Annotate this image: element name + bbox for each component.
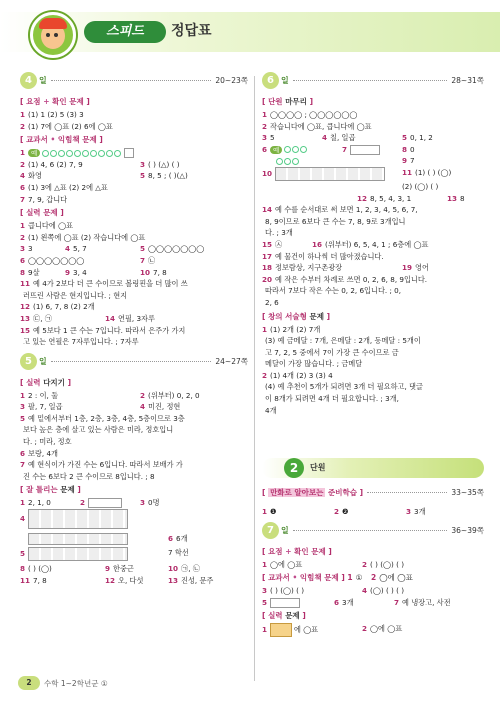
answer-line: 12 8, 5, 4, 3, 1 13 8 [357, 193, 465, 203]
counting-figure [42, 150, 121, 157]
section-heading: [ 요점 + 확인 문제 ] [262, 546, 332, 556]
unit-number: 2 [284, 458, 304, 478]
section-heading: [ 단원 마무리 ] [262, 97, 313, 106]
answer-line: 11 7, 8 12 오, 다섯 13 진성, 문주 [20, 575, 214, 585]
day-pages: 24~27쪽 [215, 356, 248, 366]
answer-line: 1 에 ◯표 2 ◯에 ◯표 [262, 623, 484, 639]
day-pages: 28~31쪽 [451, 76, 484, 85]
matching-figure [350, 145, 380, 155]
answer-line: 15 ㉦ 16 (위부터) 6, 5, 4, 1 ; 6층에 ◯표 [262, 239, 429, 249]
answer-line: 2 (1) 7에 ◯표 (2) 6에 ◯표 [20, 121, 113, 131]
answer-line: 12 (1) 6, 7, 8 (2) 2개 [20, 302, 95, 312]
table-figure [28, 509, 128, 529]
answer-line: 다. ; 미라, 정호 [23, 437, 72, 447]
section-heading: [ 실력 문제 ] [262, 611, 306, 621]
answer-line: 러뜨린 사람은 현지입니다. ; 현지 [23, 290, 128, 300]
answer-line: 6 (1) 3에 △표 (2) 2에 △표 [20, 182, 108, 192]
answer-line: (3) 예 금메달 : 7개, 은메달 : 2개, 동메달 : 5개이 [265, 336, 421, 346]
answer-line: 4 [20, 509, 248, 533]
answer-line: 4 화영 5 8, 5 ; ( )(△) [20, 171, 188, 181]
page-footer [18, 676, 108, 690]
speed-label: 스피드 [84, 21, 166, 43]
section-heading: [ 실력 문제 ] [20, 208, 64, 218]
answer-line: 6 ◯◯◯◯◯◯◯ 7 ㉡ [20, 255, 156, 265]
answer-line: 이 8개가 되려면 4개 더 필요합니다. ; 3개, [265, 394, 399, 404]
answer-line: 1 큽니다에 ◯표 [20, 221, 74, 231]
answer-line: 15 예 5보다 1 큰 수는 7입니다. 따라서 은주가 가지 [20, 325, 186, 335]
answer-line: 8 ( ) (◯) 9 한중근 10 ㉠, ㉡ [20, 564, 200, 574]
answer-line: 8, 9이므로 6보다 큰 수는 7, 8, 9로 3개입니 [265, 216, 406, 226]
section-heading: [ 실력 다지기 ] [20, 377, 71, 387]
answer-line: 3 팔, 7, 일곱 4 미진, 정현 [20, 402, 181, 412]
mascot-icon [30, 12, 76, 58]
answer-line: 2 (1) 4개 (2) 3 (3) 4 [262, 370, 333, 380]
shape-figure [270, 598, 300, 608]
page-header [0, 0, 500, 66]
table-figure [28, 547, 128, 561]
table-figure [28, 533, 128, 545]
answer-line: 13 ㉢, ㉠ 14 연필, 3자루 [20, 313, 155, 323]
answer-line: 고 있는 연필은 7자루입니다. ; 7자루 [23, 337, 139, 347]
answer-line: 다. ; 3개 [265, 228, 293, 238]
page-title: 정답표 [171, 23, 212, 39]
answer-line: (4) 예 추천이 5개가 되려면 3개 더 필요하고, 댓글 [265, 382, 423, 392]
answer-line: 5 6 3개 7 예 냉장고, 사전 [262, 597, 451, 607]
day-badge: 6 [262, 72, 279, 89]
answer-line: 2 (1) 왼쪽에 ◯표 (2) 작습니다에 ◯표 [20, 232, 146, 242]
section-heading: [ 요점 + 확인 문제 ] [20, 97, 90, 106]
answer-line: 14 예 수를 순서대로 써 보면 1, 2, 3, 4, 5, 6, 7, [262, 205, 418, 215]
answer-line: 3 ( ) (◯) ( ) 4 (◯) ( ) ( ) [262, 586, 405, 596]
answer-line: 10 11 (1) ( ) (◯) [262, 167, 484, 181]
right-column [262, 72, 484, 416]
answer-line: 3 3 4 5, 7 5 ◯◯◯◯◯◯◯ [20, 244, 205, 254]
answer-line: 6 보랑, 4개 [20, 448, 58, 458]
unit-banner [262, 458, 484, 478]
day-header-5: 5 일 24~27쪽 [20, 353, 248, 370]
day-badge: 5 [20, 353, 37, 370]
answer-line: 2, 6 [265, 297, 279, 307]
answer-line: 6 예 7 8 0 [262, 144, 415, 154]
matching-figure [88, 498, 122, 508]
answer-line: 7 7, 9, 갑니다 [20, 194, 68, 204]
section-heading: [ 교과서 • 익힘책 문제 ] [20, 135, 103, 145]
answer-line: 1 예 [20, 147, 248, 159]
table-figure [275, 167, 385, 181]
column-divider [254, 76, 255, 681]
section-heading: [ 잘 틀리는 문제 ] [20, 485, 81, 495]
section-heading: [ 교과서 • 익힘책 문제 ] 1 ① 2 ◯에 ◯표 [262, 573, 413, 583]
day-badge: 7 [262, 522, 279, 539]
footer-text: 수학 1~2학년군 ① [44, 678, 108, 688]
answer-line: 1 ◯에 ◯표 2 ( ) (◯) ( ) [262, 559, 405, 569]
section-heading: [ 창의 서술형 문제 ] [262, 311, 331, 321]
answer-line: 5 7 학선 [20, 547, 248, 563]
answer-line: 진 수는 6보다 2 큰 수이므로 8입니다. ; 8 [23, 471, 155, 481]
day-header-6: 6 일 28~31쪽 [262, 72, 484, 89]
answer-line: (2) (◯) ( ) [402, 181, 439, 191]
answer-line: 고 7, 2, 5 중에서 7이 가장 큰 수이므로 금 [265, 347, 399, 357]
answer-line: 보다 높은 층에 살고 있는 사람은 미라, 정호입니 [23, 425, 174, 435]
answer-line: 8 9살 9 3, 4 10 7, 8 [20, 267, 167, 277]
answer-line: 7 예 현식이가 가진 수는 6입니다. 따라서 보배가 가 [20, 460, 183, 470]
answer-line: 5 예 밑에서부터 1층, 2층, 3층, 4층, 5층이므로 3층 [20, 413, 185, 423]
warmup-header: [ 만화로 알아보는 준비학습 ] 33~35쪽 [262, 488, 484, 497]
answer-line: 11 예 4가 2보다 더 큰 수이므로 볼링핀을 더 많이 쓰 [20, 279, 188, 289]
answer-line: 2 (1) 4, 6 (2) 7, 9 3 ( ) (△) ( ) [20, 159, 180, 169]
answer-line: 17 예 물건이 하나씩 더 많아졌습니다. [262, 251, 384, 261]
box-image-icon [270, 623, 292, 637]
answer-line: 1 2 : 이, 둘 2 (위부터) 0, 2, 0 [20, 390, 200, 400]
answer-line: 따라서 7보다 작은 수는 0, 2, 6입니다. ; 0, [265, 286, 402, 296]
answer-line: 1 2, 1, 0 2 3 0명 [20, 498, 160, 508]
answer-line: 1 ◯◯◯◯ ; ◯◯◯◯◯◯ [262, 110, 358, 119]
day-pages: 36~39쪽 [451, 525, 484, 535]
answer-line: 9 7 [262, 155, 484, 167]
answer-line: 1 (1) 1 (2) 5 (3) 3 [20, 110, 84, 119]
answer-line: 1 ❶ 2 ❷ 3 3개 [262, 507, 426, 516]
page-number: 2 [18, 676, 40, 690]
answer-line: 1 (1) 2개 (2) 7개 [262, 324, 321, 334]
day-badge: 4 [20, 72, 37, 89]
left-column [20, 72, 248, 586]
day-header-4: 4 일 20~23쪽 [20, 72, 248, 89]
answer-line: 2 작습니다에 ◯표, 큽니다에 ◯표 [262, 121, 372, 131]
answer-line: 메달이 가장 많습니다. ; 금메달 [265, 359, 363, 369]
answer-line: 18 정보람상, 지구촌광장 19 영어 [262, 263, 429, 273]
unit-label: 단원 [310, 463, 326, 472]
answer-line: 6 6개 [20, 533, 248, 547]
answer-line: 3 5 4 칠, 일곱 5 0, 1, 2 [262, 133, 433, 143]
answer-line: 20 예 작은 수부터 차례로 쓰면 0, 2, 6, 8, 9입니다. [262, 274, 428, 284]
right-column-lower [262, 484, 484, 639]
answer-line: 4개 [265, 405, 277, 415]
day-header-7: 7 일 36~39쪽 [262, 522, 484, 539]
day-pages: 20~23쪽 [215, 76, 248, 85]
